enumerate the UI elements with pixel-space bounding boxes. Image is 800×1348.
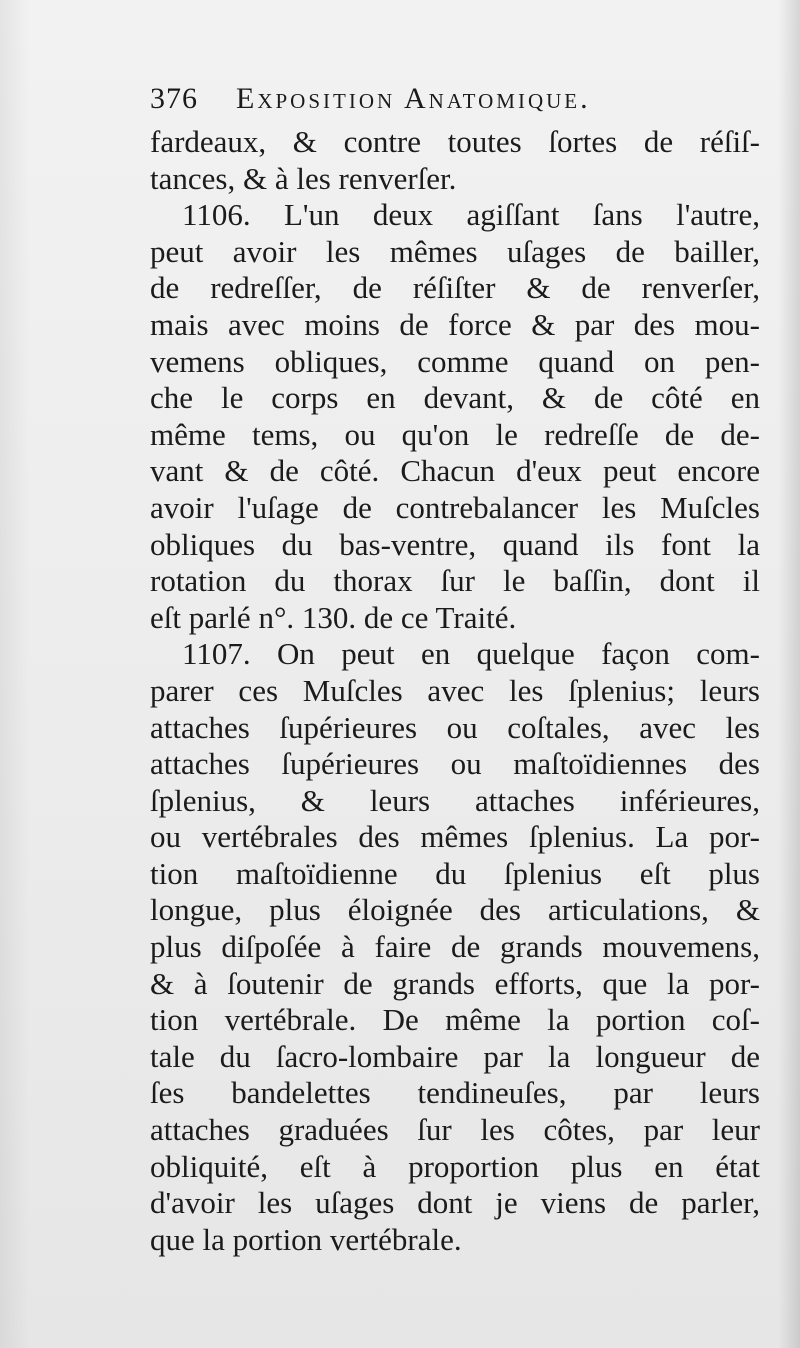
text-line: attaches ſupérieures ou coſtales, avec les: [150, 709, 760, 745]
text-line: che le corps en devant, & de côté en: [150, 380, 760, 416]
text-line: parer ces Muſcles avec les ſplenius; leurs: [150, 672, 760, 708]
text-line: obliquité, eſt à proportion plus en état: [150, 1148, 760, 1184]
text-line: ſes bandelettes tendineuſes, par leurs: [150, 1075, 760, 1111]
page-gutter-shade: [0, 0, 30, 1348]
page-number: 376: [150, 82, 198, 115]
text-line: d'avoir les uſages dont je viens de parler,: [150, 1185, 760, 1221]
text-line: vant & de côté. Chacun d'eux peut encore: [150, 453, 760, 489]
text-line: rotation du thorax ſur le baſſin, dont il: [150, 563, 760, 599]
text-line: fardeaux, & contre toutes ſortes de réſiſ-: [150, 124, 760, 159]
text-line: mais avec moins de force & par des mou-: [150, 306, 760, 342]
text-line: ſplenius, & leurs attaches inférieures,: [150, 782, 760, 818]
text-line: tion vertébrale. De même la portion coſ-: [150, 1002, 760, 1038]
text-line: tances, & à les renverſer.: [150, 160, 457, 196]
text-line: longue, plus éloignée des articulations, &: [150, 892, 760, 928]
text-line: ou vertébrales des mêmes ſplenius. La por-: [150, 819, 760, 855]
text-line: même tems, ou qu'on le redreſſe de de-: [150, 416, 760, 452]
text-line: tion maſtoïdienne du ſplenius eſt plus: [150, 855, 760, 891]
text-line: vemens obliques, comme quand on pen-: [150, 343, 760, 379]
text-line: attaches ſupérieures ou maſtoïdiennes des: [150, 746, 760, 782]
text-line: attaches graduées ſur les côtes, par leur: [150, 1112, 760, 1148]
text-line: & à ſoutenir de grands efforts, que la por-: [150, 965, 760, 1001]
running-head-title: Exposition Anatomique.: [236, 82, 591, 115]
running-header: [150, 82, 760, 124]
text-line: eſt parlé n°. 130. de ce Traité.: [150, 599, 517, 635]
text-line: de redreſſer, de réſiſter & de renverſer,: [150, 270, 760, 306]
text-line: plus diſpoſée à faire de grands mouvemens,: [150, 929, 760, 965]
page-edge-shadow: [778, 0, 800, 1348]
page-content: [150, 82, 760, 1258]
text-line: avoir l'uſage de contrebalancer les Muſcles: [150, 489, 760, 525]
text-line: que la portion vertébrale.: [150, 1221, 462, 1257]
body-text: [150, 124, 760, 1258]
text-line: 1106. L'un deux agiſſant ſans l'autre,: [182, 197, 760, 233]
text-line: obliques du bas-ventre, quand ils font la: [150, 526, 760, 562]
text-line: peut avoir les mêmes uſages de bailler,: [150, 233, 760, 269]
text-line: 1107. On peut en quelque façon com-: [182, 636, 760, 672]
text-line: tale du ſacro-lombaire par la longueur de: [150, 1038, 760, 1074]
